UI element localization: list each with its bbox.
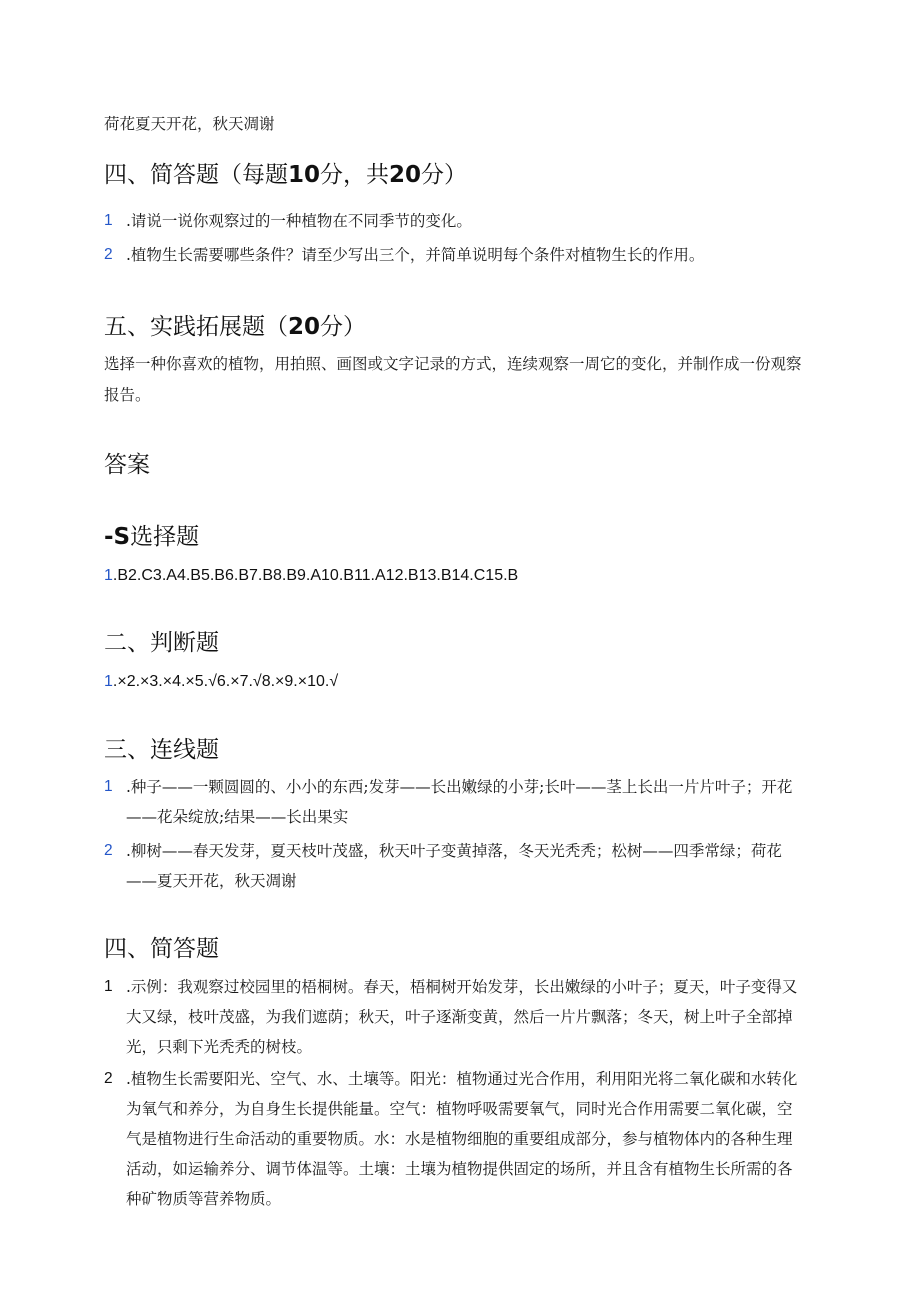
section4-title-prefix: 四、简答题（每题 — [104, 162, 288, 188]
choice-answers-text: .B2.C3.A4.B5.B6.B7.B8.B9.A10.B11.A12.B13.B14.C15.B — [112, 567, 519, 584]
top-line: 荷花夏天开花，秋天凋谢 — [104, 115, 275, 133]
section5-title-num: 20 — [288, 314, 321, 340]
answer-text: .示例：我观察过校园里的梧桐树。春天，梧桐树开始发芽，长出嫩绿的小叶子；夏天，叶子变得又大又绿，枝叶茂盛，为我们遮荫；秋天，叶子逐渐变黄，然后一片片飘落；冬天，树上叶子全部掉光，只剩下光秃秃的树枝。 — [126, 978, 798, 1056]
section5-title-suffix: 分） — [320, 314, 367, 340]
choice-answers-num: 1 — [104, 567, 113, 584]
question-item — [104, 206, 804, 236]
answer-text: .柳树——春天发芽，夏天枝叶茂盛，秋天叶子变黄掉落，冬天光秃秃；松树——四季常绿；荷花——夏天开花，秋天凋谢 — [126, 842, 782, 890]
section5-title-prefix: 五、实践拓展题（ — [104, 314, 288, 340]
judge-title: 二、判断题 — [104, 630, 219, 656]
judge-answers — [104, 673, 338, 691]
answer-number: 2 — [104, 842, 113, 859]
match-title: 三、连线题 — [104, 737, 219, 763]
question-number: 2 — [104, 246, 113, 263]
question-text: .请说一说你观察过的一种植物在不同季节的变化。 — [126, 212, 472, 230]
answers-title: 答案 — [104, 452, 150, 478]
match-answer-item — [104, 836, 794, 896]
answer-number: 2 — [104, 1070, 113, 1087]
short-answer-title: 四、简答题 — [104, 936, 219, 962]
question-number: 1 — [104, 212, 113, 229]
question-item — [104, 240, 804, 270]
match-answer-item — [104, 772, 800, 832]
answer-text: .种子——一颗圆圆的、小小的东西;发芽——长出嫩绿的小芽;长叶——茎上长出一片片叶子；开花——花朵绽放;结果——长出果实 — [126, 778, 793, 826]
answer-number: 1 — [104, 978, 113, 995]
section4-title-num2: 20 — [389, 162, 422, 188]
section4-title-num1: 10 — [288, 162, 321, 188]
section4-title-suffix: 分） — [421, 162, 468, 188]
choice-title-prefix: -S — [104, 524, 131, 550]
section5-title — [104, 308, 366, 341]
choice-answers — [104, 567, 518, 585]
short-answer-item — [104, 1064, 798, 1214]
section4-title-mid: 分，共 — [320, 162, 390, 188]
question-text: .植物生长需要哪些条件？请至少写出三个，并简单说明每个条件对植物生长的作用。 — [126, 246, 705, 264]
judge-answers-text: .×2.×3.×4.×5.√6.×7.√8.×9.×10.√ — [112, 673, 339, 690]
section4-title — [104, 156, 467, 189]
answer-number: 1 — [104, 778, 113, 795]
choice-title — [104, 518, 199, 551]
choice-title-rest: 选择题 — [130, 524, 200, 550]
answer-text: .植物生长需要阳光、空气、水、土壤等。阳光：植物通过光合作用，利用阳光将二氧化碳和水转化为氧气和养分，为自身生长提供能量。空气：植物呼吸需要氧气，同时光合作用需要二氧化碳，空气是植物进行生命活动的重要物质。水：水是植物细胞的重要组成部分，参与植物体内的各种生理活动，如运输养分、调节体温等。土壤：土壤为植物提供固定的场所，并且含有植物生长所需的各种矿物质等营养物质。 — [126, 1070, 798, 1208]
section5-paragraph: 选择一种你喜欢的植物，用拍照、画图或文字记录的方式，连续观察一周它的变化，并制作成一份观察报告。 — [104, 355, 802, 404]
judge-answers-num: 1 — [104, 673, 113, 690]
short-answer-item — [104, 972, 798, 1062]
